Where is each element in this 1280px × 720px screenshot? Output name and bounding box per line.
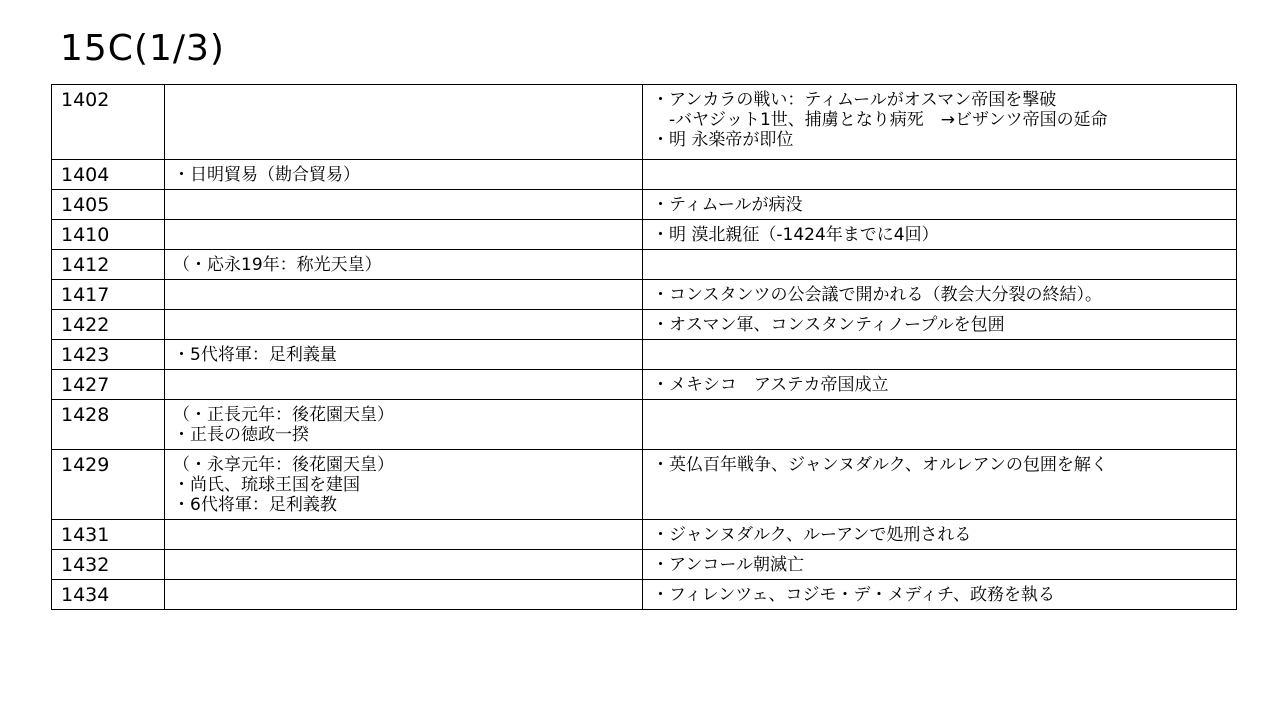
year-cell: 1427 <box>52 370 165 400</box>
world-event-cell <box>643 250 1237 280</box>
table-row <box>52 160 1237 190</box>
table-row <box>52 550 1237 580</box>
world-event-cell: ・ティムールが病没 <box>643 190 1237 220</box>
year-cell: 1417 <box>52 280 165 310</box>
table-row <box>52 520 1237 550</box>
japan-event-cell <box>165 85 643 160</box>
year-cell: 1428 <box>52 400 165 450</box>
table-row <box>52 190 1237 220</box>
table-row <box>52 450 1237 520</box>
table-row <box>52 370 1237 400</box>
japan-event-cell <box>165 280 643 310</box>
world-event-cell: ・コンスタンツの公会議で開かれる（教会大分裂の終結）。 <box>643 280 1237 310</box>
world-event-cell: ・ジャンヌダルク、ルーアンで処刑される <box>643 520 1237 550</box>
world-event-cell: ・英仏百年戦争、ジャンヌダルク、オルレアンの包囲を解く <box>643 450 1237 520</box>
japan-event-cell <box>165 580 643 610</box>
year-cell: 1434 <box>52 580 165 610</box>
japan-event-cell: （・永享元年：後花園天皇） ・尚氏、琉球王国を建国 ・6代将軍：足利義教 <box>165 450 643 520</box>
japan-event-cell: ・日明貿易（勘合貿易） <box>165 160 643 190</box>
world-event-cell: ・メキシコ アステカ帝国成立 <box>643 370 1237 400</box>
year-cell: 1432 <box>52 550 165 580</box>
year-cell: 1412 <box>52 250 165 280</box>
table-row <box>52 340 1237 370</box>
japan-event-cell <box>165 550 643 580</box>
year-cell: 1422 <box>52 310 165 340</box>
page-title: 15C(1/3) <box>60 28 225 69</box>
japan-event-cell <box>165 520 643 550</box>
world-event-cell <box>643 160 1237 190</box>
table-row <box>52 580 1237 610</box>
japan-event-cell: （・応永19年：称光天皇） <box>165 250 643 280</box>
table-row <box>52 250 1237 280</box>
timeline-body <box>52 85 1237 610</box>
world-event-cell: ・アンカラの戦い：ティムールがオスマン帝国を撃破 -バヤジット1世、捕虜となり病死 →ビザンツ帝国の延命 ・明 永楽帝が即位 <box>643 85 1237 160</box>
japan-event-cell: ・5代将軍：足利義量 <box>165 340 643 370</box>
japan-event-cell <box>165 220 643 250</box>
year-cell: 1405 <box>52 190 165 220</box>
world-event-cell <box>643 340 1237 370</box>
year-cell: 1404 <box>52 160 165 190</box>
timeline-table <box>51 84 1237 610</box>
year-cell: 1410 <box>52 220 165 250</box>
japan-event-cell <box>165 370 643 400</box>
table-row <box>52 85 1237 160</box>
year-cell: 1402 <box>52 85 165 160</box>
world-event-cell: ・フィレンツェ、コジモ・デ・メディチ、政務を執る <box>643 580 1237 610</box>
table-row <box>52 280 1237 310</box>
japan-event-cell: （・正長元年：後花園天皇） ・正長の徳政一揆 <box>165 400 643 450</box>
world-event-cell: ・オスマン軍、コンスタンティノープルを包囲 <box>643 310 1237 340</box>
year-cell: 1429 <box>52 450 165 520</box>
year-cell: 1431 <box>52 520 165 550</box>
world-event-cell: ・明 漠北親征（-1424年までに4回） <box>643 220 1237 250</box>
year-cell: 1423 <box>52 340 165 370</box>
japan-event-cell <box>165 310 643 340</box>
world-event-cell <box>643 400 1237 450</box>
table-row <box>52 400 1237 450</box>
world-event-cell: ・アンコール朝滅亡 <box>643 550 1237 580</box>
table-row <box>52 220 1237 250</box>
japan-event-cell <box>165 190 643 220</box>
table-row <box>52 310 1237 340</box>
